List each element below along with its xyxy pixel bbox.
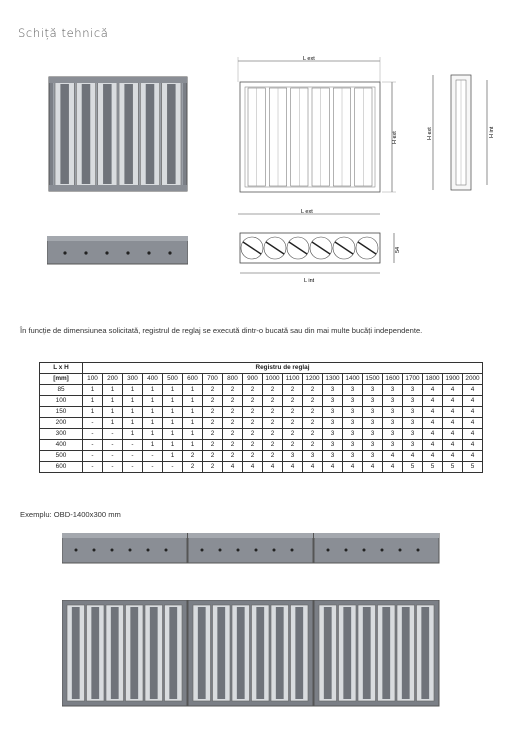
table-cell: 3	[363, 451, 383, 462]
table-cell: 4	[243, 462, 263, 473]
table-cell: 3	[403, 418, 423, 429]
table-cell: 1	[83, 396, 103, 407]
h-ext-side-label: H ext	[427, 127, 433, 140]
table-cell: 3	[323, 418, 343, 429]
table-cell: 1	[103, 418, 123, 429]
table-cell: 3	[343, 440, 363, 451]
table-cell: 3	[383, 407, 403, 418]
l-ext-label: L ext	[303, 56, 315, 62]
table-row	[40, 451, 483, 462]
table-cell: 3	[363, 385, 383, 396]
blade-shadow	[91, 607, 99, 699]
row-header: 300	[40, 429, 83, 440]
blade-shadow	[167, 84, 176, 184]
table-cell: 4	[423, 429, 443, 440]
table-cell: 4	[463, 440, 483, 451]
table-cell: 3	[363, 407, 383, 418]
blade-shadow	[256, 607, 264, 699]
table-cell: 5	[463, 462, 483, 473]
rivet	[105, 251, 108, 254]
table-cell: 2	[263, 407, 283, 418]
table-cell: 2	[243, 451, 263, 462]
corner-bottom: [mm]	[40, 374, 83, 385]
table-cell: 2	[203, 385, 223, 396]
rivet	[129, 549, 132, 552]
rivet	[111, 549, 114, 552]
example-front-view	[62, 600, 440, 708]
h-ext-label: H ext	[392, 131, 398, 144]
table-cell: 2	[223, 385, 243, 396]
rivet	[93, 549, 96, 552]
table-cell: 3	[363, 396, 383, 407]
table-cell: 1	[143, 429, 163, 440]
table-cell: 4	[423, 385, 443, 396]
table-cell: 3	[323, 396, 343, 407]
col-header: 1900	[443, 374, 463, 385]
table-cell: 4	[423, 396, 443, 407]
table-cell: 4	[463, 418, 483, 429]
table-cell: 1	[163, 418, 183, 429]
table-cell: 1	[163, 429, 183, 440]
rivet	[417, 549, 420, 552]
table-cell: 2	[203, 418, 223, 429]
table-cell: 2	[203, 451, 223, 462]
table-cell: 2	[223, 418, 243, 429]
table-cell: 2	[203, 396, 223, 407]
table-cell: 4	[383, 451, 403, 462]
table-cell: 2	[183, 451, 203, 462]
table-cell: 1	[103, 396, 123, 407]
table-cell: 1	[123, 385, 143, 396]
table-cell: 1	[103, 407, 123, 418]
table-cell: -	[143, 451, 163, 462]
blade-shadow	[60, 84, 69, 184]
table-cell: 2	[203, 462, 223, 473]
table-cell: 2	[303, 396, 323, 407]
rivet	[165, 549, 168, 552]
rivet	[291, 549, 294, 552]
table-cell: 1	[163, 396, 183, 407]
segment-edge	[188, 533, 313, 538]
table-cell: 2	[263, 396, 283, 407]
table-cell: 2	[283, 396, 303, 407]
table-row	[40, 407, 483, 418]
rivet	[255, 549, 258, 552]
table-cell: 3	[383, 429, 403, 440]
example-top-view	[62, 533, 440, 565]
blade-shadow	[124, 84, 133, 184]
rivet	[327, 549, 330, 552]
rivet	[168, 251, 171, 254]
table-cell: 2	[303, 385, 323, 396]
table-cell: 3	[403, 385, 423, 396]
table-cell: 4	[463, 396, 483, 407]
col-header: 300	[123, 374, 143, 385]
rivet	[345, 549, 348, 552]
table-cell: 1	[143, 385, 163, 396]
table-cell: -	[103, 440, 123, 451]
table-cell: 1	[183, 396, 203, 407]
blade-shadow	[146, 84, 155, 184]
rivet	[147, 251, 150, 254]
damper-front-view	[48, 76, 188, 192]
table-cell: 2	[303, 407, 323, 418]
table-cell: 1	[163, 385, 183, 396]
table-cell: 1	[163, 407, 183, 418]
table-cell: 3	[323, 385, 343, 396]
col-header: 100	[83, 374, 103, 385]
col-header: 200	[103, 374, 123, 385]
rivet	[363, 549, 366, 552]
rivet	[201, 549, 204, 552]
table-cell: 2	[243, 385, 263, 396]
col-header: 1000	[263, 374, 283, 385]
rivet	[273, 549, 276, 552]
col-header: 1800	[423, 374, 443, 385]
col-header: 700	[203, 374, 223, 385]
table-cell: -	[123, 451, 143, 462]
example-caption: Exemplu: OBD-1400x300 mm	[20, 510, 121, 519]
table-cell: 2	[283, 418, 303, 429]
table-cell: -	[143, 462, 163, 473]
table-cell: 1	[143, 396, 163, 407]
blade-shadow	[421, 607, 429, 699]
rivet	[63, 251, 66, 254]
segment-edge	[314, 533, 439, 538]
table-cell: 1	[123, 418, 143, 429]
table-cell: 4	[383, 462, 403, 473]
rivet	[219, 549, 222, 552]
table-row	[40, 462, 483, 473]
table-cell: 2	[203, 429, 223, 440]
rivet	[237, 549, 240, 552]
table-cell: 4	[403, 451, 423, 462]
table-row	[40, 440, 483, 451]
depth-label: 54	[395, 246, 401, 253]
l-ext-plan-label: L ext	[301, 209, 313, 215]
table-cell: 3	[403, 440, 423, 451]
table-cell: 5	[443, 462, 463, 473]
table-cell: 4	[323, 462, 343, 473]
table-cell: 1	[143, 440, 163, 451]
blade-shadow	[402, 607, 410, 699]
table-cell: -	[83, 429, 103, 440]
blade-shadow	[382, 607, 390, 699]
table-cell: 2	[283, 440, 303, 451]
table-cell: 2	[223, 407, 243, 418]
table-cell: 2	[263, 451, 283, 462]
col-header: 1600	[383, 374, 403, 385]
table-cell: -	[103, 429, 123, 440]
table-cell: 1	[163, 451, 183, 462]
blade-shadow	[150, 607, 158, 699]
table-cell: 3	[403, 407, 423, 418]
blade-shadow	[237, 607, 245, 699]
row-header: 400	[40, 440, 83, 451]
table-cell: 1	[183, 418, 203, 429]
table-cell: 1	[163, 440, 183, 451]
col-header: 800	[223, 374, 243, 385]
col-header: 1400	[343, 374, 363, 385]
rivet	[147, 549, 150, 552]
blade-shadow	[103, 84, 112, 184]
table-cell: 3	[343, 396, 363, 407]
table-cell: -	[83, 462, 103, 473]
table-cell: 4	[443, 451, 463, 462]
table-cell: 1	[183, 440, 203, 451]
row-header: 150	[40, 407, 83, 418]
table-cell: -	[103, 462, 123, 473]
col-header: 1300	[323, 374, 343, 385]
rivet	[75, 549, 78, 552]
table-cell: 4	[443, 440, 463, 451]
table-cell: 4	[443, 429, 463, 440]
table-cell: 2	[283, 407, 303, 418]
table-cell: 1	[143, 407, 163, 418]
table-cell: 3	[323, 440, 343, 451]
table-cell: 5	[423, 462, 443, 473]
table-cell: 3	[383, 418, 403, 429]
row-header: 500	[40, 451, 83, 462]
table-cell: -	[163, 462, 183, 473]
col-header: 600	[183, 374, 203, 385]
blade-shadow	[217, 607, 225, 699]
table-row	[40, 418, 483, 429]
table-cell: 4	[463, 385, 483, 396]
col-header: 1200	[303, 374, 323, 385]
blade-shadow	[198, 607, 206, 699]
table-cell: 4	[443, 407, 463, 418]
blade-shadow	[82, 84, 91, 184]
table-cell: -	[83, 418, 103, 429]
table-cell: 1	[123, 396, 143, 407]
table-cell: 3	[403, 396, 423, 407]
table-cell: 1	[83, 407, 103, 418]
table-cell: 3	[343, 451, 363, 462]
table-cell: 2	[263, 440, 283, 451]
table-cell: 2	[303, 418, 323, 429]
table-cell: -	[83, 440, 103, 451]
table-cell: 3	[343, 385, 363, 396]
description-text: În funcție de dimensiunea solicitată, registrul de reglaj se execută dintr-o bucată sau din mai multe bucăți independente.	[20, 326, 423, 335]
table-cell: 4	[303, 462, 323, 473]
table-cell: 2	[203, 440, 223, 451]
table-row	[40, 385, 483, 396]
col-header: 1500	[363, 374, 383, 385]
register-table	[39, 362, 483, 473]
table-cell: 4	[423, 451, 443, 462]
rivet	[84, 251, 87, 254]
table-cell: 4	[443, 396, 463, 407]
blade-shadow	[111, 607, 119, 699]
blade-shadow	[72, 607, 80, 699]
group-header: Registru de reglaj	[83, 363, 483, 374]
row-header: 100	[40, 396, 83, 407]
table-cell: 1	[103, 385, 123, 396]
table-cell: 2	[223, 440, 243, 451]
corner-top: L x H	[40, 363, 83, 374]
table-cell: 2	[283, 429, 303, 440]
blade-shadow	[343, 607, 351, 699]
col-header: 900	[243, 374, 263, 385]
table-cell: 1	[183, 407, 203, 418]
table-cell: 2	[243, 440, 263, 451]
col-header: 500	[163, 374, 183, 385]
table-cell: 3	[403, 429, 423, 440]
table-cell: 3	[343, 407, 363, 418]
blade-shadow	[295, 607, 303, 699]
table-cell: 3	[323, 429, 343, 440]
l-int-label: L int	[304, 278, 315, 284]
table-cell: 4	[263, 462, 283, 473]
blade-shadow	[130, 607, 138, 699]
table-cell: 4	[443, 418, 463, 429]
blade-shadow	[169, 607, 177, 699]
table-cell: 4	[423, 440, 443, 451]
rivet	[381, 549, 384, 552]
table-cell: 2	[263, 385, 283, 396]
table-cell: 2	[263, 418, 283, 429]
table-cell: 2	[223, 396, 243, 407]
table-cell: 2	[263, 429, 283, 440]
table-cell: 4	[283, 462, 303, 473]
table-cell: 4	[423, 407, 443, 418]
col-header: 1700	[403, 374, 423, 385]
table-cell: -	[123, 462, 143, 473]
table-cell: 2	[243, 429, 263, 440]
table-cell: 3	[363, 440, 383, 451]
row-header: 600	[40, 462, 83, 473]
damper-side-section	[425, 70, 505, 200]
damper-plan-section	[232, 203, 407, 288]
table-cell: -	[123, 440, 143, 451]
damper-top-view	[47, 236, 188, 266]
table-cell: 1	[123, 429, 143, 440]
table-cell: 2	[203, 407, 223, 418]
table-cell: -	[103, 451, 123, 462]
table-cell: 3	[343, 429, 363, 440]
blade-shadow	[276, 607, 284, 699]
table-cell: 1	[83, 385, 103, 396]
rivet	[126, 251, 129, 254]
damper-elevation-drawing	[232, 52, 407, 202]
table-cell: 3	[383, 440, 403, 451]
table-row	[40, 396, 483, 407]
rivet	[399, 549, 402, 552]
blade-shadow	[324, 607, 332, 699]
table-cell: 1	[183, 429, 203, 440]
table-row	[40, 429, 483, 440]
table-cell: 3	[323, 407, 343, 418]
table-cell: 3	[383, 385, 403, 396]
table-cell: 4	[363, 462, 383, 473]
table-cell: 4	[423, 418, 443, 429]
col-header: 2000	[463, 374, 483, 385]
table-cell: 4	[463, 429, 483, 440]
row-header: 200	[40, 418, 83, 429]
table-cell: 3	[323, 451, 343, 462]
table-cell: 2	[243, 418, 263, 429]
table-cell: 3	[363, 429, 383, 440]
table-cell: 2	[223, 451, 243, 462]
table-cell: 2	[243, 407, 263, 418]
table-cell: 4	[343, 462, 363, 473]
table-cell: 3	[283, 451, 303, 462]
col-header: 400	[143, 374, 163, 385]
table-cell: 2	[243, 396, 263, 407]
table-cell: 3	[343, 418, 363, 429]
page-title: Schiță tehnică	[18, 26, 109, 40]
table-cell: 1	[183, 385, 203, 396]
table-cell: 4	[463, 407, 483, 418]
table-cell: 3	[363, 418, 383, 429]
table-cell: 4	[223, 462, 243, 473]
table-cell: 2	[223, 429, 243, 440]
table-cell: 1	[123, 407, 143, 418]
table-cell: -	[83, 451, 103, 462]
table-cell: 2	[283, 385, 303, 396]
row-header: 85	[40, 385, 83, 396]
table-cell: 2	[303, 429, 323, 440]
h-int-label: H int	[489, 126, 495, 138]
segment-edge	[62, 533, 187, 538]
blade-shadow	[363, 607, 371, 699]
table-cell: 1	[143, 418, 163, 429]
table-cell: 5	[403, 462, 423, 473]
table-cell: 2	[303, 440, 323, 451]
table-cell: 3	[303, 451, 323, 462]
col-header: 1100	[283, 374, 303, 385]
table-cell: 2	[183, 462, 203, 473]
table-cell: 4	[463, 451, 483, 462]
table-cell: 3	[383, 396, 403, 407]
table-cell: 4	[443, 385, 463, 396]
